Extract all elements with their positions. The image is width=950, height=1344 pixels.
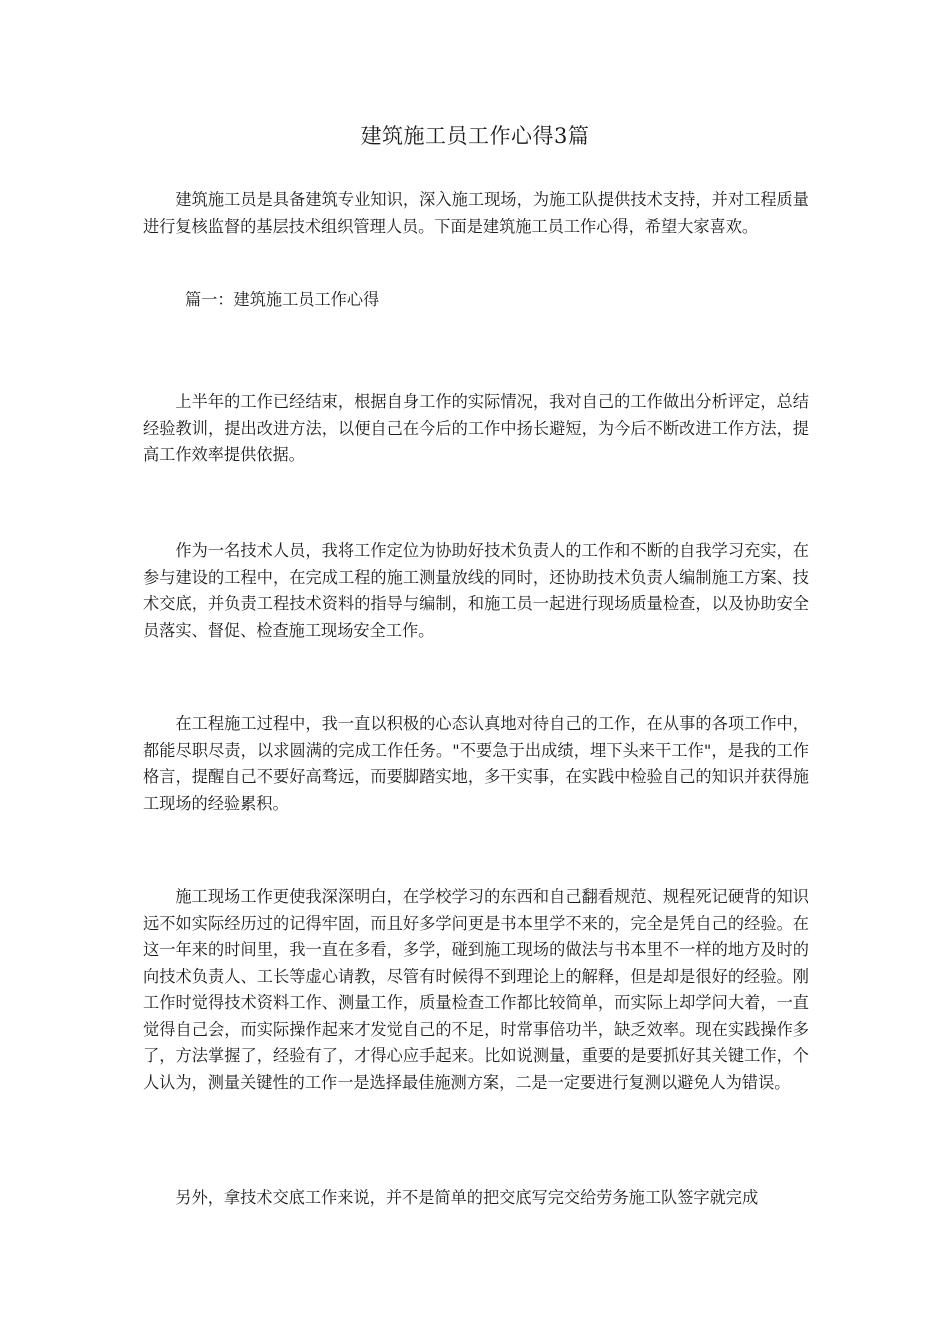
body-paragraph-3: 在工程施工过程中，我一直以积极的心态认真地对待自己的工作，在从事的各项工作中，都能尽职尽责，以求圆满的完成工作任务。"不要急于出成绩，埋下头来干工作"，是我的工作格言，提醒自己不要好高骛远，而要脚踏实地，多干实事，在实践中检验自己的知识并获得施工现场的经验累积。 bbox=[143, 714, 809, 813]
section-heading: 篇一：建筑施工员工作心得 bbox=[185, 290, 380, 309]
body-paragraph-5: 另外，拿技术交底工作来说，并不是简单的把交底写完交给劳务施工队签字就完成 bbox=[175, 1188, 759, 1207]
body-paragraph-1: 上半年的工作已经结束，根据自身工作的实际情况，我对自己的工作做出分析评定，总结经验教训，提出改进方法，以便自己在今后的工作中扬长避短，为今后不断改进工作方法，提高工作效率提供依据。 bbox=[143, 392, 809, 464]
body-paragraph-2: 作为一名技术人员，我将工作定位为协助好技术负责人的工作和不断的自我学习充实，在参与建设的工程中，在完成工程的施工测量放线的同时，还协助技术负责人编制施工方案、技术交底，并负责工程技术资料的指导与编制，和施工员一起进行现场质量检查，以及协助安全员落实、督促、检查施工现场安全工作。 bbox=[143, 541, 809, 640]
document-title: 建筑施工员工作心得3篇 bbox=[360, 124, 590, 148]
intro-paragraph: 建筑施工员是具备建筑专业知识，深入施工现场，为施工队提供技术支持，并对工程质量进行复核监督的基层技术组织管理人员。下面是建筑施工员工作心得，希望大家喜欢。 bbox=[143, 190, 809, 236]
body-paragraph-4: 施工现场工作更使我深深明白，在学校学习的东西和自己翻看规范、规程死记硬背的知识远不如实际经历过的记得牢固，而且好多学问更是书本里学不来的，完全是凭自己的经验。在这一年来的时间里，我一直在多看，多学，碰到施工现场的做法与书本里不一样的地方及时的向技术负责人、工长等虚心请教，尽管有时候得不到理论上的解释，但是却是很好的经验。刚工作时觉得技术资料工作、测量工作，质量检查工作都比较简单，而实际上却学问大着，一直觉得自己会，而实际操作起来才发觉自己的不足，时常事倍功半，缺乏效率。现在实践操作多了，方法掌握了，经验有了，才得心应手起来。比如说测量，重要的是要抓好其关键工作，个人认为，测量关键性的工作一是选择最佳施测方案，二是一定要进行复测以避免人为错误。 bbox=[143, 887, 809, 1092]
